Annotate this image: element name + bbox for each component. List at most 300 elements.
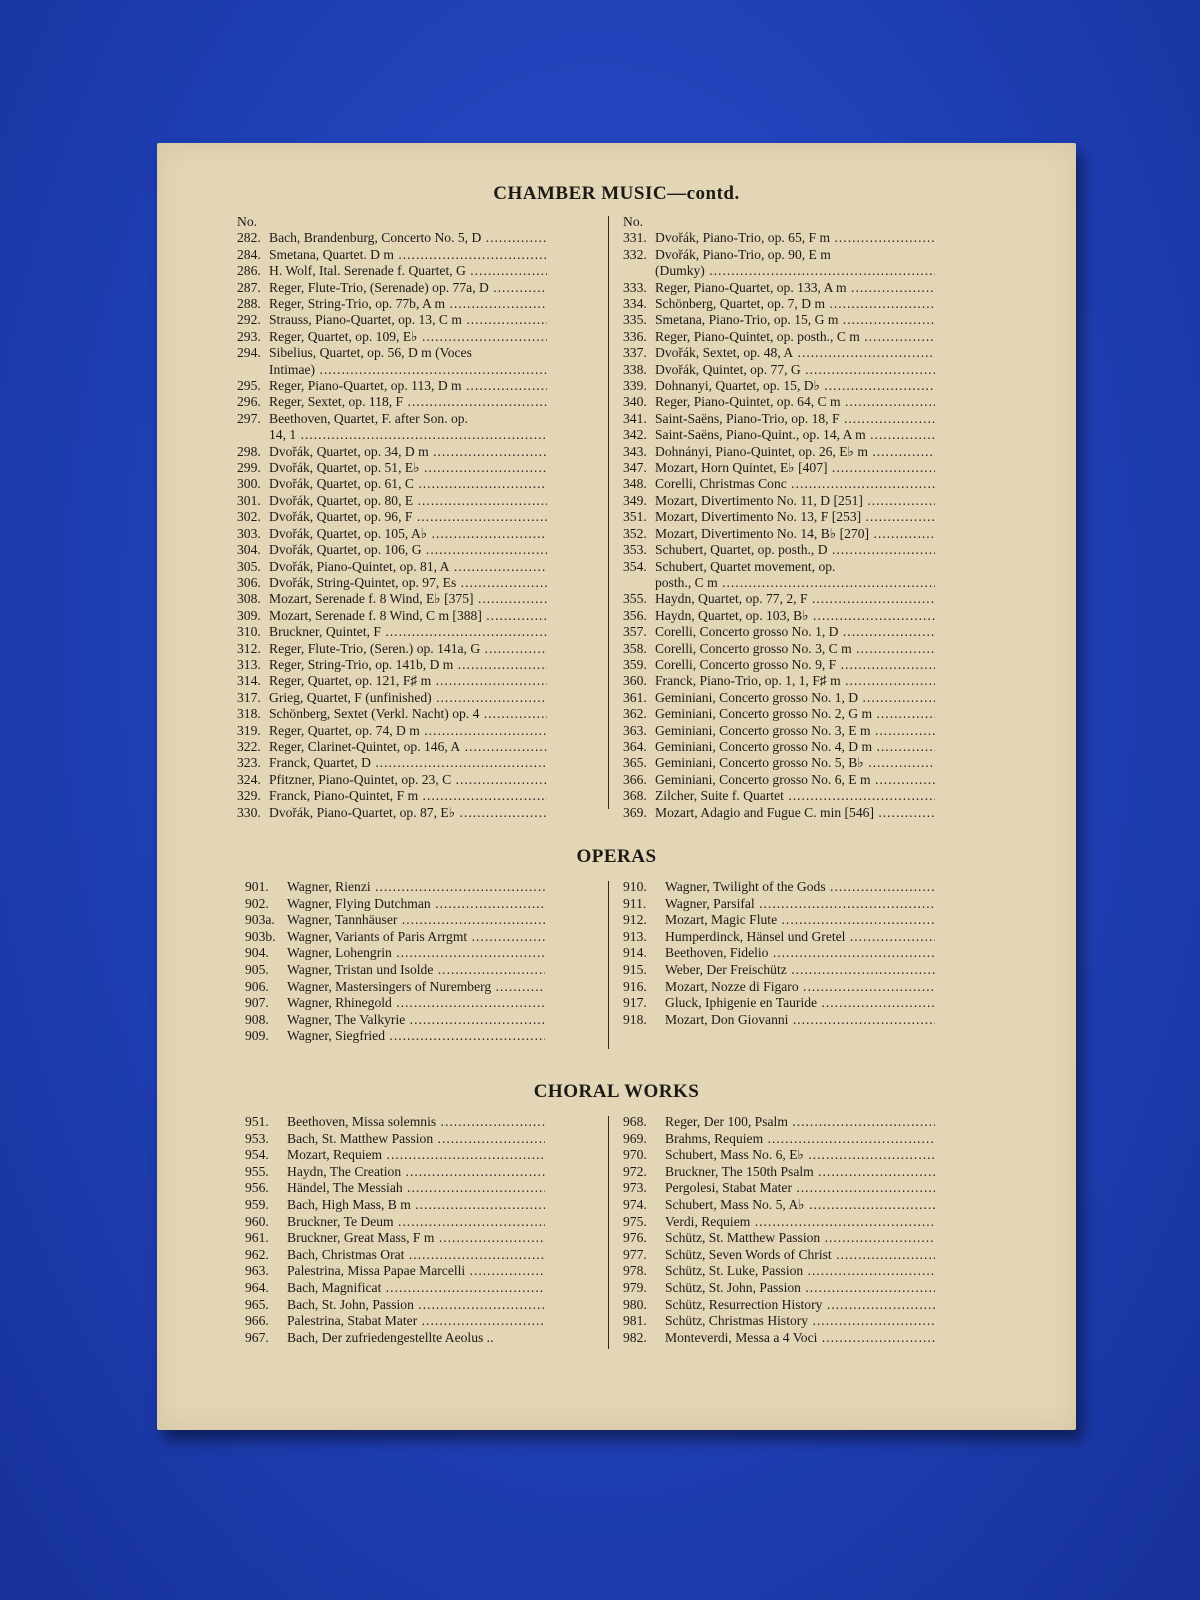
catalog-entry bbox=[623, 690, 935, 706]
catalog-number: 343. bbox=[623, 443, 647, 459]
catalog-entry bbox=[623, 394, 935, 410]
catalog-entry bbox=[245, 1147, 545, 1164]
catalog-number: 303. bbox=[237, 525, 261, 541]
catalog-number: 909. bbox=[245, 1028, 269, 1044]
catalog-entry bbox=[623, 542, 935, 558]
catalog-number: 959. bbox=[245, 1196, 269, 1212]
catalog-number: 914. bbox=[623, 945, 647, 961]
catalog-entry bbox=[623, 673, 935, 689]
catalog-title: Weber, Der Freischütz bbox=[665, 961, 787, 977]
catalog-entry bbox=[623, 945, 935, 962]
catalog-number: 978. bbox=[623, 1263, 647, 1279]
catalog-entry bbox=[623, 1263, 935, 1280]
catalog-entry bbox=[245, 962, 545, 979]
catalog-title: Mozart, Divertimento No. 13, F [253] bbox=[655, 509, 862, 525]
catalog-entry bbox=[237, 329, 547, 345]
catalog-entry bbox=[237, 460, 547, 476]
catalog-title: Sibelius, Quartet, op. 56, D m (Voces bbox=[269, 345, 472, 361]
catalog-title: Wagner, Siegfried bbox=[287, 1028, 386, 1044]
operas-heading: OPERAS bbox=[576, 846, 657, 867]
catalog-title: Mozart, Magic Flute bbox=[665, 912, 778, 928]
catalog-entry bbox=[623, 411, 935, 427]
catalog-number: 369. bbox=[623, 804, 647, 820]
catalog-title: Grieg, Quartet, F (unfinished) bbox=[269, 689, 432, 705]
catalog-title: Geminiani, Concerto grosso No. 2, G m bbox=[655, 706, 873, 722]
catalog-entry bbox=[237, 608, 547, 624]
catalog-number: 288. bbox=[237, 296, 261, 312]
catalog-number: 319. bbox=[237, 722, 261, 738]
catalog-title: Dvořák, String-Quintet, op. 97, Es bbox=[269, 574, 457, 590]
catalog-number: 951. bbox=[245, 1114, 269, 1129]
catalog-entry bbox=[237, 542, 547, 558]
catalog-number: 330. bbox=[237, 804, 261, 820]
catalog-title: Mozart, Divertimento No. 14, B♭ [270] bbox=[655, 525, 870, 541]
catalog-title: Dvořák, Quartet, op. 80, E bbox=[269, 492, 414, 508]
catalog-entry bbox=[237, 476, 547, 492]
catalog-title: Bach, St. Matthew Passion bbox=[287, 1130, 434, 1146]
catalog-title: Dohnányi, Piano-Quintet, op. 26, E♭ m bbox=[655, 443, 868, 459]
catalog-number: 917. bbox=[623, 995, 647, 1011]
catalog-title: Reger, Flute-Trio, (Serenade) op. 77a, D bbox=[269, 279, 489, 295]
catalog-number: 970. bbox=[623, 1147, 647, 1163]
catalog-entry bbox=[623, 624, 935, 640]
catalog-title: Bruckner, The 150th Psalm bbox=[665, 1163, 814, 1179]
no-label: No. bbox=[237, 214, 258, 229]
catalog-title: Mozart, Serenade f. 8 Wind, C m [388] bbox=[269, 607, 482, 623]
catalog-entry bbox=[623, 509, 935, 525]
column-divider bbox=[608, 1116, 609, 1349]
catalog-entry bbox=[245, 1263, 545, 1280]
catalog-entry bbox=[623, 526, 935, 542]
catalog-title: Saint-Saëns, Piano-Trio, op. 18, F bbox=[655, 410, 840, 426]
catalog-entry bbox=[623, 879, 935, 896]
catalog-entry bbox=[623, 1164, 935, 1181]
catalog-title: Palestrina, Stabat Mater bbox=[287, 1313, 418, 1329]
catalog-number: 361. bbox=[623, 689, 647, 705]
catalog-number: 297. bbox=[237, 410, 261, 426]
catalog-number: 915. bbox=[623, 961, 647, 977]
catalog-number: 977. bbox=[623, 1246, 647, 1262]
catalog-number: 294. bbox=[237, 345, 261, 361]
catalog-title: Wagner, The Valkyrie bbox=[287, 1011, 406, 1027]
catalog-number: 342. bbox=[623, 427, 647, 443]
catalog-title: Reger, String-Trio, op. 77b, A m bbox=[269, 296, 446, 312]
catalog-number: 300. bbox=[237, 476, 261, 492]
catalog-entry bbox=[623, 329, 935, 345]
catalog-title: Smetana, Piano-Trio, op. 15, G m bbox=[655, 312, 839, 328]
catalog-entry bbox=[623, 1297, 935, 1314]
catalog-title: (Dumky) bbox=[655, 263, 705, 279]
catalog-title: Reger, Piano-Quintet, op. posth., C m bbox=[655, 328, 860, 344]
catalog-entry bbox=[237, 624, 547, 640]
catalog-entry bbox=[245, 1012, 545, 1029]
catalog-title: Dohnanyi, Quartet, op. 15, D♭ bbox=[655, 378, 820, 394]
catalog-title: Bach, Der zufriedengestellte Aeolus .. bbox=[287, 1329, 494, 1345]
catalog-entry bbox=[245, 1230, 545, 1247]
catalog-entry bbox=[623, 280, 935, 296]
catalog-title: Schönberg, Sextet (Verkl. Nacht) op. 4 bbox=[269, 706, 480, 722]
chamber-left-column bbox=[237, 214, 547, 821]
catalog-entry bbox=[623, 345, 935, 361]
catalog-number: 903a. bbox=[245, 912, 275, 928]
catalog-entry bbox=[237, 345, 547, 361]
catalog-number: 979. bbox=[623, 1279, 647, 1295]
catalog-number: 903b. bbox=[245, 928, 276, 944]
catalog-title: Beethoven, Fidelio bbox=[665, 945, 769, 961]
catalog-entry bbox=[623, 1147, 935, 1164]
catalog-number: 305. bbox=[237, 558, 261, 574]
catalog-title: Mozart, Requiem bbox=[287, 1147, 383, 1163]
catalog-title: Brahms, Requiem bbox=[665, 1130, 764, 1146]
catalog-number: 960. bbox=[245, 1213, 269, 1229]
catalog-title: Reger, String-Trio, op. 141b, D m bbox=[269, 656, 454, 672]
catalog-title: Dvořák, Quartet, op. 96, F bbox=[269, 509, 413, 525]
catalog-number: 286. bbox=[237, 263, 261, 279]
catalog-number: 907. bbox=[245, 995, 269, 1011]
catalog-number: 293. bbox=[237, 328, 261, 344]
catalog-entry bbox=[623, 460, 935, 476]
catalog-title: Dvořák, Quartet, op. 34, D m bbox=[269, 443, 429, 459]
catalog-number: 910. bbox=[623, 879, 647, 894]
catalog-title: Dvořák, Piano-Trio, op. 65, F m bbox=[655, 230, 831, 246]
catalog-title: Corelli, Christmas Conc bbox=[655, 476, 787, 492]
catalog-title: Wagner, Lohengrin bbox=[287, 945, 392, 961]
catalog-title: Schütz, Christmas History bbox=[665, 1313, 809, 1329]
catalog-title: Haydn, The Creation bbox=[287, 1163, 402, 1179]
catalog-entry bbox=[237, 739, 547, 755]
catalog-number: 954. bbox=[245, 1147, 269, 1163]
catalog-number: 282. bbox=[237, 230, 261, 246]
catalog-number: 975. bbox=[623, 1213, 647, 1229]
catalog-entry bbox=[237, 575, 547, 591]
catalog-title: Mozart, Horn Quintet, E♭ [407] bbox=[655, 460, 828, 476]
catalog-number: 918. bbox=[623, 1011, 647, 1027]
catalog-title: Haydn, Quartet, op. 103, B♭ bbox=[655, 607, 809, 623]
catalog-title: Pfitzner, Piano-Quintet, op. 23, C bbox=[269, 771, 452, 787]
catalog-title: Franck, Quartet, D bbox=[269, 755, 371, 771]
catalog-entry bbox=[245, 929, 545, 946]
catalog-title: Monteverdi, Messa a 4 Voci bbox=[665, 1329, 818, 1345]
catalog-entry bbox=[623, 995, 935, 1012]
catalog-entry bbox=[623, 755, 935, 771]
catalog-number: 298. bbox=[237, 443, 261, 459]
catalog-entry bbox=[237, 641, 547, 657]
catalog-title: Mozart, Serenade f. 8 Wind, E♭ [375] bbox=[269, 591, 474, 607]
catalog-entry bbox=[237, 427, 547, 443]
catalog-number: 365. bbox=[623, 755, 647, 771]
catalog-number: 357. bbox=[623, 624, 647, 640]
catalog-number: 339. bbox=[623, 378, 647, 394]
catalog-number: 334. bbox=[623, 296, 647, 312]
catalog-entry bbox=[237, 559, 547, 575]
catalog-title: posth., C m bbox=[655, 574, 718, 590]
catalog-title: Dvořák, Piano-Trio, op. 90, E m bbox=[655, 246, 831, 262]
catalog-number: 331. bbox=[623, 230, 647, 246]
catalog-title: Bruckner, Te Deum bbox=[287, 1213, 394, 1229]
catalog-entry bbox=[623, 1280, 935, 1297]
catalog-title: Reger, Der 100, Psalm bbox=[665, 1114, 788, 1129]
catalog-entry bbox=[237, 296, 547, 312]
catalog-entry bbox=[237, 723, 547, 739]
catalog-entry bbox=[623, 1247, 935, 1264]
catalog-entry bbox=[623, 1197, 935, 1214]
catalog-title: Schönberg, Quartet, op. 7, D m bbox=[655, 296, 826, 312]
column-divider bbox=[608, 216, 609, 809]
catalog-title: Schütz, Resurrection History bbox=[665, 1296, 823, 1312]
catalog-number: 904. bbox=[245, 945, 269, 961]
catalog-number: 313. bbox=[237, 656, 261, 672]
catalog-entry bbox=[245, 1280, 545, 1297]
catalog-number: 353. bbox=[623, 542, 647, 558]
catalog-entry bbox=[237, 394, 547, 410]
catalog-entry bbox=[623, 312, 935, 328]
catalog-entry bbox=[237, 690, 547, 706]
catalog-number: 906. bbox=[245, 978, 269, 994]
catalog-title: Wagner, Twilight of the Gods bbox=[665, 879, 826, 894]
catalog-entry bbox=[245, 1180, 545, 1197]
catalog-number: 301. bbox=[237, 492, 261, 508]
catalog-entry bbox=[245, 945, 545, 962]
catalog-number: 352. bbox=[623, 525, 647, 541]
catalog-title: Reger, Clarinet-Quintet, op. 146, A bbox=[269, 738, 461, 754]
catalog-entry bbox=[623, 1214, 935, 1231]
catalog-number: 964. bbox=[245, 1279, 269, 1295]
catalog-number: 908. bbox=[245, 1011, 269, 1027]
catalog-entry bbox=[623, 896, 935, 913]
catalog-entry bbox=[623, 263, 935, 279]
catalog-title: Reger, Sextet, op. 118, F bbox=[269, 394, 404, 410]
no-label: No. bbox=[623, 214, 644, 229]
catalog-number: 349. bbox=[623, 492, 647, 508]
catalog-entry bbox=[237, 444, 547, 460]
catalog-number: 324. bbox=[237, 771, 261, 787]
catalog-number: 309. bbox=[237, 607, 261, 623]
catalog-title: Geminiani, Concerto grosso No. 3, E m bbox=[655, 722, 871, 738]
catalog-entry bbox=[623, 929, 935, 946]
catalog-title: Geminiani, Concerto grosso No. 5, B♭ bbox=[655, 755, 864, 771]
catalog-entry bbox=[623, 362, 935, 378]
catalog-title: Geminiani, Concerto grosso No. 1, D bbox=[655, 689, 859, 705]
catalog-title: Dvořák, Piano-Quintet, op. 81, A bbox=[269, 558, 450, 574]
catalog-entry bbox=[245, 912, 545, 929]
booklet-back-cover bbox=[157, 143, 1076, 1430]
catalog-title: Händel, The Messiah bbox=[287, 1180, 403, 1196]
catalog-title: Geminiani, Concerto grosso No. 4, D m bbox=[655, 738, 873, 754]
catalog-entry bbox=[237, 411, 547, 427]
catalog-title: Wagner, Variants of Paris Arrgmt bbox=[287, 928, 468, 944]
catalog-title: Smetana, Quartet. D m bbox=[269, 246, 394, 262]
catalog-entry bbox=[237, 526, 547, 542]
choral-left-column bbox=[245, 1114, 545, 1346]
catalog-number: 901. bbox=[245, 879, 269, 894]
catalog-entry bbox=[245, 896, 545, 913]
catalog-number: 322. bbox=[237, 738, 261, 754]
choral-right-column bbox=[623, 1114, 935, 1346]
catalog-entry bbox=[623, 657, 935, 673]
catalog-number: 363. bbox=[623, 722, 647, 738]
catalog-title: Dvořák, Sextet, op. 48, A bbox=[655, 345, 794, 361]
catalog-title: Gluck, Iphigenie en Tauride bbox=[665, 995, 818, 1011]
catalog-number: 304. bbox=[237, 542, 261, 558]
catalog-number: 356. bbox=[623, 607, 647, 623]
catalog-number: 966. bbox=[245, 1313, 269, 1329]
catalog-entry bbox=[623, 608, 935, 624]
catalog-entry bbox=[623, 575, 935, 591]
catalog-title: Wagner, Flying Dutchman bbox=[287, 895, 431, 911]
catalog-entry bbox=[245, 1297, 545, 1314]
column-divider bbox=[608, 881, 609, 1049]
catalog-title: Mozart, Nozze di Figaro bbox=[665, 978, 799, 994]
catalog-entry bbox=[245, 1313, 545, 1330]
catalog-title: Reger, Flute-Trio, (Seren.) op. 141a, G bbox=[269, 640, 481, 656]
catalog-number: 981. bbox=[623, 1313, 647, 1329]
catalog-number: 337. bbox=[623, 345, 647, 361]
catalog-entry bbox=[237, 509, 547, 525]
catalog-number: 317. bbox=[237, 689, 261, 705]
catalog-entry bbox=[245, 1214, 545, 1231]
catalog-entry bbox=[623, 493, 935, 509]
choral-works-heading: CHORAL WORKS bbox=[533, 1081, 700, 1102]
catalog-entry bbox=[623, 1180, 935, 1197]
catalog-number: 332. bbox=[623, 246, 647, 262]
catalog-title: Wagner, Rienzi bbox=[287, 879, 371, 894]
catalog-number: 973. bbox=[623, 1180, 647, 1196]
catalog-number: 302. bbox=[237, 509, 261, 525]
catalog-title: Wagner, Mastersingers of Nuremberg bbox=[287, 978, 492, 994]
catalog-number: 364. bbox=[623, 738, 647, 754]
catalog-title: Intimae) bbox=[269, 361, 316, 377]
catalog-entry bbox=[245, 979, 545, 996]
catalog-title: Schubert, Mass No. 5, A♭ bbox=[665, 1196, 805, 1212]
catalog-number: 299. bbox=[237, 460, 261, 476]
catalog-number: 284. bbox=[237, 246, 261, 262]
catalog-number: 308. bbox=[237, 591, 261, 607]
catalog-title: Beethoven, Missa solemnis bbox=[287, 1114, 437, 1129]
catalog-number: 911. bbox=[623, 895, 647, 911]
catalog-title: Zilcher, Suite f. Quartet bbox=[655, 788, 784, 804]
catalog-number: 982. bbox=[623, 1329, 647, 1345]
catalog-number: 359. bbox=[623, 656, 647, 672]
catalog-title: Dvořák, Quartet, op. 106, G bbox=[269, 542, 422, 558]
catalog-entry bbox=[623, 444, 935, 460]
catalog-number: 972. bbox=[623, 1163, 647, 1179]
catalog-entry bbox=[245, 1131, 545, 1148]
catalog-title: Verdi, Requiem bbox=[665, 1213, 751, 1229]
catalog-entry bbox=[245, 1114, 545, 1131]
catalog-entry bbox=[245, 1028, 545, 1045]
catalog-title: Saint-Saëns, Piano-Quint., op. 14, A m bbox=[655, 427, 866, 443]
catalog-entry bbox=[623, 1330, 935, 1347]
catalog-title: Corelli, Concerto grosso No. 3, C m bbox=[655, 640, 852, 656]
catalog-entry bbox=[237, 591, 547, 607]
catalog-entry bbox=[623, 1131, 935, 1148]
catalog-title: Mozart, Don Giovanni bbox=[665, 1011, 789, 1027]
catalog-title: Dvořák, Quartet, op. 51, E♭ bbox=[269, 460, 420, 476]
catalog-number: 976. bbox=[623, 1230, 647, 1246]
catalog-number: 955. bbox=[245, 1163, 269, 1179]
catalog-number: 318. bbox=[237, 706, 261, 722]
catalog-entry bbox=[245, 1247, 545, 1264]
catalog-entry bbox=[245, 1330, 545, 1347]
catalog-title: Wagner, Tristan und Isolde bbox=[287, 961, 434, 977]
catalog-title: 14, 1 bbox=[269, 427, 297, 443]
catalog-title: Schütz, St. Luke, Passion bbox=[665, 1263, 804, 1279]
catalog-entry bbox=[237, 312, 547, 328]
catalog-entry bbox=[623, 979, 935, 996]
catalog-number: 962. bbox=[245, 1246, 269, 1262]
catalog-number: 974. bbox=[623, 1196, 647, 1212]
catalog-title: Wagner, Parsifal bbox=[665, 895, 755, 911]
catalog-number: 333. bbox=[623, 279, 647, 295]
catalog-title: Wagner, Rhinegold bbox=[287, 995, 392, 1011]
catalog-title: Palestrina, Missa Papae Marcelli bbox=[287, 1263, 466, 1279]
catalog-number: 963. bbox=[245, 1263, 269, 1279]
catalog-entry bbox=[237, 772, 547, 788]
catalog-number: 355. bbox=[623, 591, 647, 607]
catalog-number: 341. bbox=[623, 410, 647, 426]
catalog-title: Bach, High Mass, B m bbox=[287, 1196, 411, 1212]
catalog-entry bbox=[623, 1012, 935, 1029]
catalog-title: Beethoven, Quartet, F. after Son. op. bbox=[269, 410, 468, 426]
catalog-title: Reger, Piano-Quartet, op. 113, D m bbox=[269, 378, 462, 394]
catalog-number: 916. bbox=[623, 978, 647, 994]
catalog-number: 961. bbox=[245, 1230, 269, 1246]
catalog-title: Humperdinck, Hänsel und Gretel bbox=[665, 928, 846, 944]
catalog-number: 967. bbox=[245, 1329, 269, 1345]
catalog-entry bbox=[237, 247, 547, 263]
catalog-number: 912. bbox=[623, 912, 647, 928]
catalog-title: Reger, Quartet, op. 109, E♭ bbox=[269, 328, 418, 344]
catalog-title: Reger, Quartet, op. 121, F♯ m bbox=[269, 673, 432, 689]
catalog-entry bbox=[623, 772, 935, 788]
catalog-number: 969. bbox=[623, 1130, 647, 1146]
catalog-number: 329. bbox=[237, 788, 261, 804]
catalog-entry bbox=[237, 263, 547, 279]
catalog-title: Bach, Magnificat bbox=[287, 1279, 382, 1295]
catalog-entry bbox=[245, 1164, 545, 1181]
catalog-number: 913. bbox=[623, 928, 647, 944]
catalog-number: 292. bbox=[237, 312, 261, 328]
catalog-number: 351. bbox=[623, 509, 647, 525]
catalog-entry bbox=[623, 962, 935, 979]
catalog-number: 312. bbox=[237, 640, 261, 656]
catalog-number: 366. bbox=[623, 771, 647, 787]
catalog-title: Strauss, Piano-Quartet, op. 13, C m bbox=[269, 312, 462, 328]
catalog-number: 338. bbox=[623, 361, 647, 377]
catalog-entry bbox=[623, 641, 935, 657]
chamber-music-heading: CHAMBER MUSIC—contd. bbox=[493, 183, 740, 204]
catalog-number: 347. bbox=[623, 460, 647, 476]
catalog-number: 348. bbox=[623, 476, 647, 492]
catalog-entry bbox=[237, 280, 547, 296]
catalog-entry bbox=[623, 378, 935, 394]
catalog-title: Mozart, Adagio and Fugue C. min [546] bbox=[655, 804, 874, 820]
catalog-entry bbox=[237, 805, 547, 821]
catalog-entry bbox=[623, 1230, 935, 1247]
catalog-entry bbox=[623, 247, 935, 263]
catalog-entry bbox=[237, 755, 547, 771]
catalog-number: 965. bbox=[245, 1296, 269, 1312]
catalog-entry bbox=[623, 1313, 935, 1330]
catalog-number: 296. bbox=[237, 394, 261, 410]
catalog-title: Dvořák, Piano-Quartet, op. 87, E♭ bbox=[269, 804, 456, 820]
catalog-number: 310. bbox=[237, 624, 261, 640]
catalog-title: Dvořák, Quintet, op. 77, G bbox=[655, 361, 801, 377]
catalog-title: Schubert, Quartet movement, op. bbox=[655, 558, 836, 574]
catalog-number: 335. bbox=[623, 312, 647, 328]
catalog-entry bbox=[623, 427, 935, 443]
catalog-entry bbox=[245, 1197, 545, 1214]
